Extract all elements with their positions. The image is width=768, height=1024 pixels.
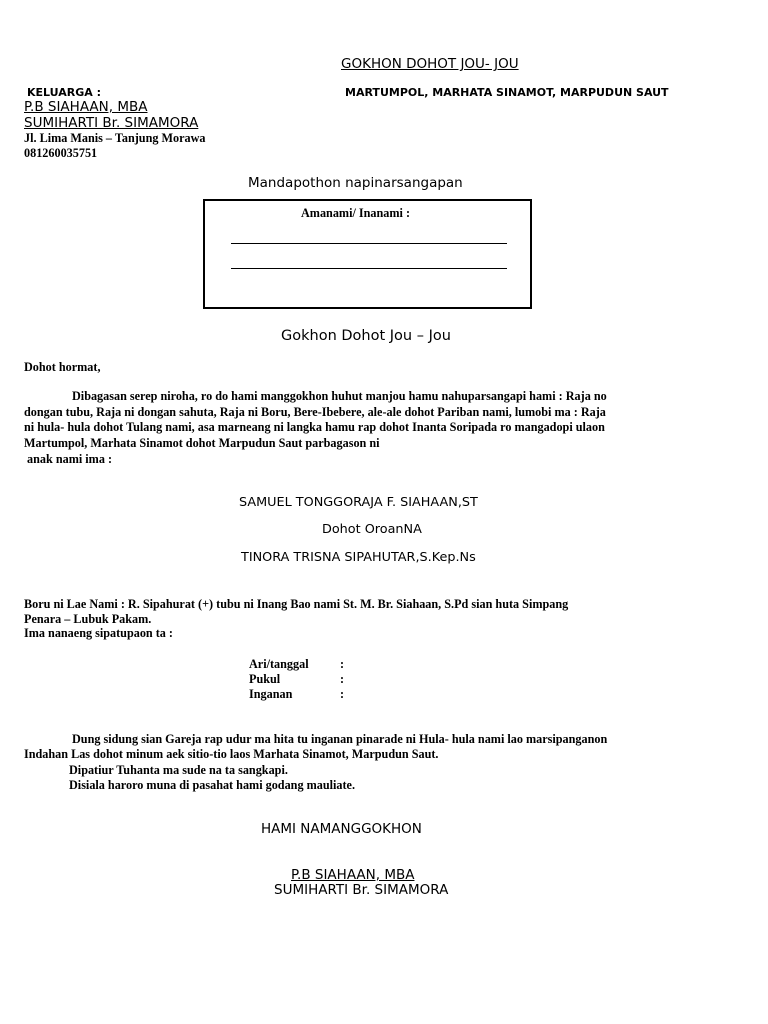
sender-name-2: SUMIHARTI Br. SIMAMORA [24, 115, 199, 131]
paragraph1-line: Martumpol, Marhata Sinamot dohot Marpudun Saut parbagason ni [24, 436, 380, 450]
sender-phone: 081260035751 [24, 146, 98, 160]
event-list: MARTUMPOL, MARHATA SINAMOT, MARPUDUN SAUT [345, 86, 669, 99]
keluarga-label: KELUARGA : [27, 86, 102, 99]
sender-name-1: P.B SIAHAAN, MBA [24, 99, 148, 115]
detail-label-time: Pukul [249, 672, 281, 686]
paragraph1-line: anak nami ima : [24, 452, 113, 466]
recipient-line-2 [231, 268, 507, 269]
detail-label-date: Ari/tanggal [249, 657, 309, 671]
paragraph3-line: Disiala haroro muna di pasahat hami godang mauliate. [69, 778, 356, 792]
paragraph3-line: Indahan Las dohot minum aek sitio-tio laos Marhata Sinamot, Marpudun Saut. [24, 747, 439, 761]
greeting: Dohot hormat, [24, 360, 101, 374]
signature-name-1: P.B SIAHAAN, MBA [291, 867, 415, 883]
recipient-box [203, 199, 532, 309]
detail-label-place: Inganan [249, 687, 293, 701]
paragraph3-line: Dipatiur Tuhanta ma sude na ta sangkapi. [69, 763, 288, 777]
document-title: GOKHON DOHOT JOU- JOU [341, 56, 519, 72]
groom-name: SAMUEL TONGGORAJA F. SIAHAAN,ST [239, 495, 478, 510]
bride-name: TINORA TRISNA SIPAHUTAR,S.Kep.Ns [241, 550, 476, 565]
paragraph1-line: Dibagasan serep niroha, ro do hami manggokhon huhut manjou hamu nahuparsangapi hami : Raja no [72, 389, 607, 403]
signature-heading: HAMI NAMANGGOKHON [261, 821, 422, 837]
recipient-label: Amanami/ Inanami : [301, 206, 411, 220]
paragraph2-line: Ima nanaeng sipatupaon ta : [24, 626, 173, 640]
recipient-heading: Mandapothon napinarsangapan [248, 175, 463, 191]
detail-colon: : [340, 672, 345, 686]
paragraph1-line: dongan tubu, Raja ni dongan sahuta, Raja ni Boru, Bere-Ibebere, ale-ale dohot Pariban nami, lumobi ma : Raja [24, 405, 606, 419]
signature-name-2: SUMIHARTI Br. SIMAMORA [274, 882, 449, 898]
connector-text: Dohot OroanNA [322, 522, 422, 537]
sender-address: Jl. Lima Manis – Tanjung Morawa [24, 131, 206, 145]
paragraph2-line: Penara – Lubuk Pakam. [24, 612, 152, 626]
recipient-line-1 [231, 243, 507, 244]
detail-colon: : [340, 687, 345, 701]
paragraph2-line: Boru ni Lae Nami : R. Sipahurat (+) tubu ni Inang Bao nami St. M. Br. Siahaan, S.Pd sian huta Simpang [24, 597, 569, 611]
paragraph1-line: ni hula- hula dohot Tulang nami, asa marneang ni langka hamu rap dohot Inanta Soripada ro mangadopi ulaon [24, 420, 605, 434]
invitation-subtitle: Gokhon Dohot Jou – Jou [281, 328, 451, 344]
detail-colon: : [340, 657, 345, 671]
paragraph3-line: Dung sidung sian Gareja rap udur ma hita tu inganan pinarade ni Hula- hula nami lao marsipanganon [72, 732, 608, 746]
